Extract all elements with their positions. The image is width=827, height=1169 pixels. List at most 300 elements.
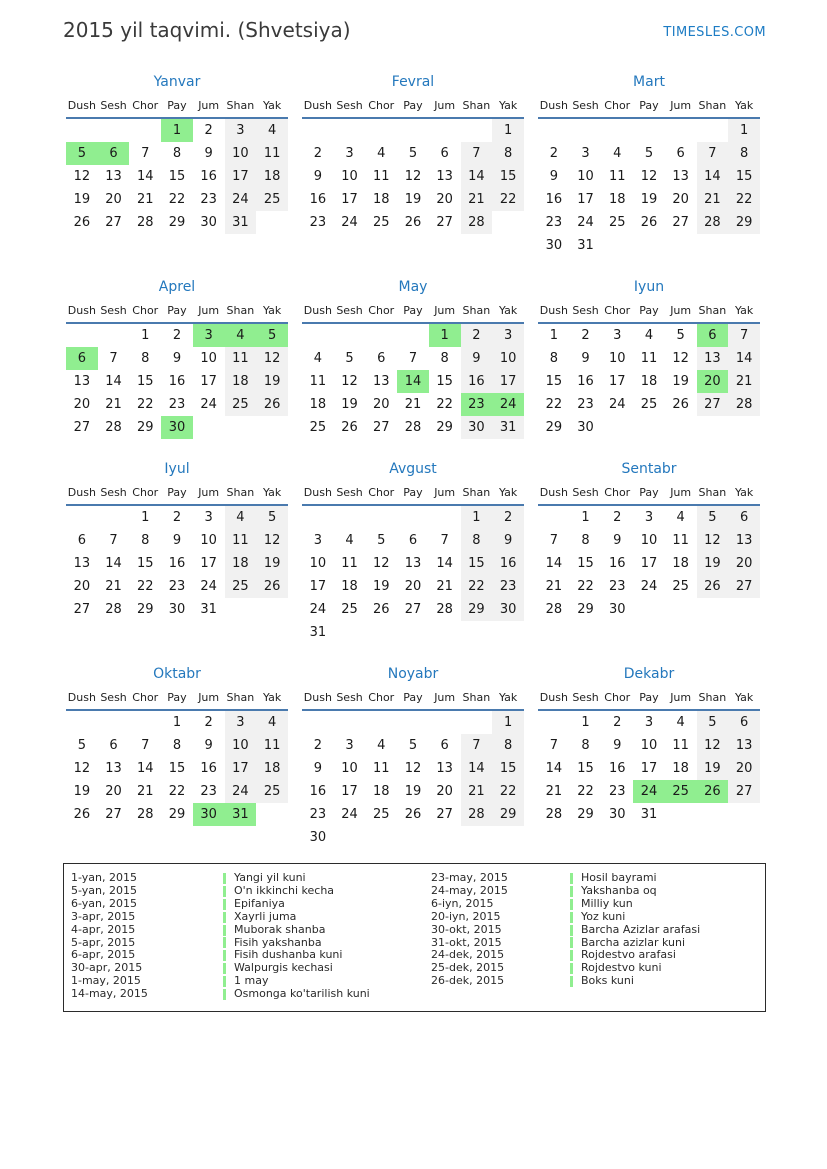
weekday-header-yak: Yak — [498, 99, 518, 112]
day-cell-aprel-6: 6 — [66, 347, 98, 370]
day-cell-avgust-11: 11 — [341, 556, 358, 571]
weekday-header-shan: Shan — [462, 304, 491, 317]
day-cell-iyul-2: 2 — [172, 510, 182, 525]
weekday-header-row-yanvar — [66, 97, 288, 118]
day-cell-empty — [697, 598, 729, 621]
day-cell-fevral-17: 17 — [341, 192, 358, 207]
day-cell-noyabr-7: 7 — [461, 734, 493, 757]
day-cell-iyun-26: 26 — [672, 397, 689, 412]
weekday-header-chor: Chor — [368, 99, 395, 112]
day-cell-may-3: 3 — [492, 323, 524, 347]
day-cell-empty — [697, 803, 729, 826]
day-cell-empty — [66, 323, 98, 347]
day-cell-noyabr-5: 5 — [408, 738, 418, 753]
holiday-marker-icon — [223, 937, 226, 948]
month-title-iyul: Iyul — [164, 461, 190, 477]
day-cell-empty — [334, 710, 366, 734]
week-row — [66, 575, 288, 598]
day-cell-empty — [365, 621, 397, 644]
day-cell-empty — [665, 803, 697, 826]
day-cell-empty — [665, 234, 697, 257]
day-cell-empty — [697, 416, 729, 439]
legend-entry — [431, 885, 700, 898]
day-cell-dekabr-12: 12 — [697, 734, 729, 757]
week-row — [302, 118, 524, 142]
week-row — [66, 710, 288, 734]
day-cell-aprel-3: 3 — [193, 323, 225, 347]
week-row — [538, 370, 760, 393]
day-cell-iyul-14: 14 — [105, 556, 122, 571]
weekday-header-sesh: Sesh — [572, 486, 599, 499]
day-cell-iyul-5: 5 — [256, 505, 288, 529]
day-cell-fevral-16: 16 — [309, 192, 327, 207]
day-cell-may-4: 4 — [313, 351, 322, 366]
month-title-aprel: Aprel — [158, 279, 196, 295]
day-cell-mart-25: 25 — [608, 215, 626, 230]
day-cell-dekabr-5: 5 — [697, 710, 729, 734]
weekday-header-row-avgust — [302, 484, 524, 505]
day-cell-yanvar-16: 16 — [200, 169, 217, 184]
day-cell-yanvar-7: 7 — [141, 146, 150, 161]
day-cell-aprel-19: 19 — [256, 370, 288, 393]
weekday-header-yak: Yak — [734, 99, 754, 112]
day-cell-empty — [429, 710, 461, 734]
day-cell-fevral-5: 5 — [408, 146, 418, 161]
legend-holiday-name — [570, 975, 634, 988]
weekday-header-dush: Dush — [303, 486, 332, 499]
day-cell-oktabr-21: 21 — [136, 784, 154, 799]
week-row — [302, 165, 524, 188]
day-cell-oktabr-20: 20 — [105, 784, 122, 799]
day-cell-sentabr-20: 20 — [728, 552, 760, 575]
week-row — [538, 165, 760, 188]
day-cell-dekabr-18: 18 — [672, 761, 689, 776]
legend-column-left — [71, 872, 431, 1001]
day-cell-avgust-1: 1 — [461, 505, 493, 529]
day-cell-fevral-21: 21 — [461, 188, 493, 211]
day-cell-avgust-21: 21 — [436, 579, 453, 594]
day-cell-noyabr-2: 2 — [313, 738, 322, 753]
day-cell-may-7: 7 — [408, 351, 418, 366]
day-cell-empty — [334, 118, 366, 142]
legend-holiday-label: Milliy kun — [581, 896, 633, 910]
day-cell-fevral-28: 28 — [461, 211, 493, 234]
day-cell-sentabr-23: 23 — [608, 579, 626, 594]
day-cell-empty — [697, 118, 729, 142]
day-cell-avgust-4: 4 — [345, 533, 354, 548]
weekday-header-dush: Dush — [303, 99, 332, 112]
day-cell-noyabr-19: 19 — [404, 784, 422, 799]
week-row — [66, 347, 288, 370]
day-cell-empty — [302, 118, 334, 142]
day-cell-iyul-24: 24 — [200, 579, 217, 594]
month-title-dekabr: Dekabr — [623, 666, 675, 682]
week-row — [538, 393, 760, 416]
holiday-marker-icon — [223, 950, 226, 961]
day-cell-empty — [225, 598, 257, 621]
day-cell-iyun-21: 21 — [728, 370, 760, 393]
day-cell-avgust-28: 28 — [436, 602, 453, 617]
legend-holiday-label: Boks kuni — [581, 974, 634, 988]
day-cell-dekabr-9: 9 — [613, 738, 622, 753]
week-row — [66, 803, 288, 826]
legend-column-right — [431, 872, 700, 1001]
month-may — [302, 279, 524, 439]
day-cell-iyun-15: 15 — [545, 374, 563, 389]
week-row — [66, 780, 288, 803]
day-cell-yanvar-6: 6 — [98, 142, 130, 165]
day-cell-sentabr-4: 4 — [676, 510, 685, 525]
week-row — [66, 529, 288, 552]
day-cell-noyabr-10: 10 — [341, 761, 358, 776]
day-cell-iyul-19: 19 — [256, 552, 288, 575]
day-cell-fevral-13: 13 — [436, 169, 453, 184]
holiday-marker-icon — [223, 873, 226, 884]
day-cell-empty — [129, 710, 161, 734]
weekday-header-shan: Shan — [698, 486, 727, 499]
day-cell-empty — [365, 118, 397, 142]
day-cell-dekabr-25: 25 — [665, 780, 697, 803]
week-row — [538, 323, 760, 347]
month-table-iyun — [538, 302, 760, 439]
legend-entry — [71, 872, 431, 885]
legend-holiday-name — [570, 872, 657, 885]
day-cell-empty — [66, 710, 98, 734]
day-cell-yanvar-3: 3 — [225, 118, 257, 142]
day-cell-iyul-1: 1 — [141, 510, 150, 525]
day-cell-empty — [601, 234, 633, 257]
day-cell-may-21: 21 — [404, 397, 422, 412]
month-dekabr — [538, 666, 760, 826]
day-cell-noyabr-3: 3 — [345, 738, 354, 753]
weekday-header-pay: Pay — [167, 691, 187, 704]
weekday-header-chor: Chor — [368, 304, 395, 317]
weekday-header-jum: Jum — [670, 691, 692, 704]
day-cell-empty — [334, 826, 366, 849]
weekday-header-yak: Yak — [498, 691, 518, 704]
weekday-header-chor: Chor — [604, 691, 631, 704]
week-row — [538, 188, 760, 211]
week-row — [302, 552, 524, 575]
day-cell-dekabr-15: 15 — [577, 761, 594, 776]
month-title-fevral: Fevral — [391, 74, 435, 90]
day-cell-aprel-7: 7 — [109, 351, 118, 366]
day-cell-fevral-9: 9 — [313, 169, 322, 184]
legend-date: 31-okt, 2015 — [431, 935, 502, 949]
day-cell-mart-30: 30 — [545, 238, 563, 253]
day-cell-yanvar-4: 4 — [256, 118, 288, 142]
day-cell-noyabr-26: 26 — [404, 807, 422, 822]
day-cell-fevral-4: 4 — [377, 146, 386, 161]
day-cell-dekabr-28: 28 — [545, 807, 563, 822]
day-cell-aprel-9: 9 — [172, 351, 182, 366]
month-title-yanvar: Yanvar — [153, 74, 201, 90]
day-cell-empty — [193, 416, 225, 439]
day-cell-sentabr-21: 21 — [545, 579, 563, 594]
day-cell-empty — [334, 505, 366, 529]
day-cell-iyun-4: 4 — [644, 328, 654, 343]
day-cell-iyun-2: 2 — [581, 328, 590, 343]
day-cell-dekabr-29: 29 — [577, 807, 594, 822]
day-cell-yanvar-8: 8 — [172, 146, 182, 161]
day-cell-fevral-12: 12 — [404, 169, 422, 184]
day-cell-oktabr-22: 22 — [168, 784, 186, 799]
legend-holiday-label: Barcha azizlar kuni — [581, 935, 686, 949]
weekday-header-yak: Yak — [262, 99, 282, 112]
week-row — [538, 142, 760, 165]
day-cell-may-19: 19 — [341, 397, 358, 412]
month-table-oktabr — [66, 689, 288, 826]
day-cell-may-25: 25 — [309, 420, 327, 435]
day-cell-dekabr-19: 19 — [697, 757, 729, 780]
day-cell-mart-21: 21 — [697, 188, 729, 211]
week-row — [66, 757, 288, 780]
week-row — [538, 710, 760, 734]
legend-holiday-label: Yoz kuni — [581, 909, 626, 923]
week-row — [66, 211, 288, 234]
week-row — [302, 393, 524, 416]
day-cell-empty — [302, 323, 334, 347]
day-cell-mart-23: 23 — [545, 215, 563, 230]
day-cell-aprel-15: 15 — [136, 374, 154, 389]
weekday-header-shan: Shan — [698, 691, 727, 704]
weekday-header-dush: Dush — [539, 691, 568, 704]
weekday-header-shan: Shan — [462, 486, 491, 499]
day-cell-may-31: 31 — [492, 416, 524, 439]
week-row — [302, 370, 524, 393]
weekday-header-jum: Jum — [434, 486, 456, 499]
week-row — [302, 803, 524, 826]
day-cell-yanvar-19: 19 — [73, 192, 91, 207]
day-cell-fevral-27: 27 — [436, 215, 453, 230]
day-cell-yanvar-5: 5 — [66, 142, 98, 165]
day-cell-oktabr-26: 26 — [73, 807, 91, 822]
weekday-header-jum: Jum — [198, 304, 220, 317]
weekday-header-pay: Pay — [167, 99, 187, 112]
month-table-iyul — [66, 484, 288, 621]
day-cell-empty — [365, 505, 397, 529]
day-cell-yanvar-21: 21 — [136, 192, 154, 207]
month-title-noyabr: Noyabr — [387, 666, 439, 682]
day-cell-may-26: 26 — [341, 420, 358, 435]
legend-date: 30-apr, 2015 — [71, 961, 143, 975]
day-cell-iyul-25: 25 — [225, 575, 257, 598]
day-cell-noyabr-20: 20 — [436, 784, 453, 799]
weekday-header-jum: Jum — [198, 486, 220, 499]
day-cell-oktabr-25: 25 — [256, 780, 288, 803]
day-cell-empty — [633, 118, 665, 142]
day-cell-dekabr-6: 6 — [728, 710, 760, 734]
weekday-header-pay: Pay — [403, 99, 423, 112]
day-cell-noyabr-9: 9 — [313, 761, 322, 776]
day-cell-aprel-16: 16 — [168, 374, 186, 389]
day-cell-yanvar-22: 22 — [168, 192, 186, 207]
day-cell-avgust-26: 26 — [372, 602, 390, 617]
weekday-header-pay: Pay — [639, 486, 659, 499]
day-cell-fevral-7: 7 — [461, 142, 493, 165]
day-cell-mart-27: 27 — [672, 215, 689, 230]
day-cell-oktabr-7: 7 — [141, 738, 150, 753]
day-cell-fevral-11: 11 — [372, 169, 390, 184]
day-cell-dekabr-26: 26 — [697, 780, 729, 803]
weekday-header-dush: Dush — [67, 691, 96, 704]
weekday-header-pay: Pay — [403, 486, 423, 499]
legend-holiday-label: Rojdestvo arafasi — [581, 948, 676, 962]
week-row — [302, 505, 524, 529]
legend-entry — [71, 924, 431, 937]
day-cell-yanvar-28: 28 — [136, 215, 154, 230]
legend-holiday-label: Walpurgis kechasi — [234, 961, 333, 975]
day-cell-sentabr-22: 22 — [577, 579, 594, 594]
day-cell-iyun-1: 1 — [549, 328, 558, 343]
day-cell-iyul-15: 15 — [136, 556, 154, 571]
day-cell-empty — [397, 323, 429, 347]
legend-holiday-name — [570, 911, 625, 924]
day-cell-mart-18: 18 — [608, 192, 626, 207]
day-cell-empty — [601, 416, 633, 439]
day-cell-noyabr-15: 15 — [492, 757, 524, 780]
week-row — [538, 757, 760, 780]
day-cell-yanvar-15: 15 — [168, 169, 186, 184]
day-cell-dekabr-27: 27 — [728, 780, 760, 803]
day-cell-aprel-11: 11 — [225, 347, 257, 370]
week-row — [538, 780, 760, 803]
day-cell-empty — [98, 323, 130, 347]
day-cell-dekabr-16: 16 — [608, 761, 626, 776]
day-cell-yanvar-18: 18 — [256, 165, 288, 188]
month-oktabr — [66, 666, 288, 826]
day-cell-fevral-24: 24 — [341, 215, 358, 230]
day-cell-iyun-3: 3 — [613, 328, 622, 343]
month-avgust — [302, 461, 524, 644]
day-cell-may-14: 14 — [397, 370, 429, 393]
day-cell-avgust-18: 18 — [341, 579, 358, 594]
day-cell-empty — [461, 826, 493, 849]
day-cell-may-28: 28 — [404, 420, 422, 435]
day-cell-empty — [429, 505, 461, 529]
day-cell-iyul-16: 16 — [168, 556, 186, 571]
month-aprel — [66, 279, 288, 439]
day-cell-mart-5: 5 — [644, 146, 654, 161]
day-cell-empty — [633, 234, 665, 257]
day-cell-sentabr-15: 15 — [577, 556, 594, 571]
day-cell-fevral-1: 1 — [492, 118, 524, 142]
weekday-header-jum: Jum — [670, 486, 692, 499]
day-cell-mart-7: 7 — [697, 142, 729, 165]
day-cell-aprel-17: 17 — [200, 374, 217, 389]
legend-date: 1-may, 2015 — [71, 974, 141, 988]
week-row — [538, 347, 760, 370]
day-cell-may-22: 22 — [436, 397, 453, 412]
weekday-header-sesh: Sesh — [100, 99, 127, 112]
day-cell-empty — [492, 826, 524, 849]
holiday-marker-icon — [570, 963, 573, 974]
day-cell-empty — [429, 621, 461, 644]
day-cell-empty — [538, 505, 570, 529]
legend-entry — [431, 911, 700, 924]
day-cell-sentabr-29: 29 — [577, 602, 594, 617]
day-cell-iyun-12: 12 — [672, 351, 689, 366]
day-cell-noyabr-17: 17 — [341, 784, 358, 799]
day-cell-dekabr-3: 3 — [644, 715, 654, 730]
day-cell-noyabr-24: 24 — [341, 807, 358, 822]
day-cell-oktabr-19: 19 — [73, 784, 91, 799]
day-cell-iyul-7: 7 — [109, 533, 118, 548]
day-cell-noyabr-28: 28 — [461, 803, 493, 826]
weekday-header-pay: Pay — [639, 691, 659, 704]
day-cell-empty — [665, 598, 697, 621]
day-cell-empty — [256, 211, 288, 234]
month-title-may: May — [398, 279, 428, 295]
day-cell-yanvar-26: 26 — [73, 215, 91, 230]
weekday-header-sesh: Sesh — [100, 691, 127, 704]
day-cell-oktabr-6: 6 — [109, 738, 118, 753]
week-row — [302, 757, 524, 780]
week-row — [302, 734, 524, 757]
day-cell-aprel-13: 13 — [73, 374, 91, 389]
day-cell-may-30: 30 — [461, 416, 493, 439]
month-fevral — [302, 74, 524, 234]
legend-date: 24-dek, 2015 — [431, 948, 505, 962]
day-cell-iyun-17: 17 — [608, 374, 626, 389]
week-row — [302, 621, 524, 644]
day-cell-dekabr-4: 4 — [676, 715, 685, 730]
week-row — [302, 598, 524, 621]
weekday-header-jum: Jum — [434, 691, 456, 704]
week-row — [66, 505, 288, 529]
week-row — [66, 370, 288, 393]
week-row — [538, 505, 760, 529]
week-row — [302, 211, 524, 234]
day-cell-iyun-16: 16 — [577, 374, 594, 389]
day-cell-mart-22: 22 — [728, 188, 760, 211]
day-cell-may-8: 8 — [440, 351, 449, 366]
day-cell-yanvar-17: 17 — [225, 165, 257, 188]
holiday-marker-icon — [223, 899, 226, 910]
day-cell-sentabr-11: 11 — [672, 533, 689, 548]
week-row — [66, 323, 288, 347]
day-cell-iyun-24: 24 — [608, 397, 626, 412]
day-cell-mart-8: 8 — [728, 142, 760, 165]
day-cell-empty — [429, 826, 461, 849]
day-cell-empty — [397, 505, 429, 529]
day-cell-mart-1: 1 — [728, 118, 760, 142]
day-cell-may-24: 24 — [492, 393, 524, 416]
day-cell-noyabr-21: 21 — [461, 780, 493, 803]
brand-link[interactable]: TIMESLES.COM — [663, 25, 766, 40]
day-cell-avgust-5: 5 — [377, 533, 386, 548]
day-cell-mart-20: 20 — [672, 192, 689, 207]
legend-holiday-label: Fisih yakshanba — [234, 935, 322, 949]
day-cell-iyun-30: 30 — [577, 420, 594, 435]
day-cell-oktabr-11: 11 — [256, 734, 288, 757]
day-cell-avgust-23: 23 — [492, 575, 524, 598]
day-cell-empty — [492, 621, 524, 644]
day-cell-dekabr-20: 20 — [728, 757, 760, 780]
month-table-sentabr — [538, 484, 760, 621]
weekday-header-chor: Chor — [368, 486, 395, 499]
day-cell-sentabr-27: 27 — [728, 575, 760, 598]
weekday-header-pay: Pay — [167, 486, 187, 499]
day-cell-sentabr-12: 12 — [697, 529, 729, 552]
day-cell-aprel-27: 27 — [73, 420, 91, 435]
day-cell-iyul-9: 9 — [172, 533, 182, 548]
day-cell-noyabr-25: 25 — [372, 807, 390, 822]
day-cell-fevral-26: 26 — [404, 215, 422, 230]
day-cell-mart-4: 4 — [613, 146, 622, 161]
day-cell-aprel-18: 18 — [225, 370, 257, 393]
day-cell-yanvar-25: 25 — [256, 188, 288, 211]
